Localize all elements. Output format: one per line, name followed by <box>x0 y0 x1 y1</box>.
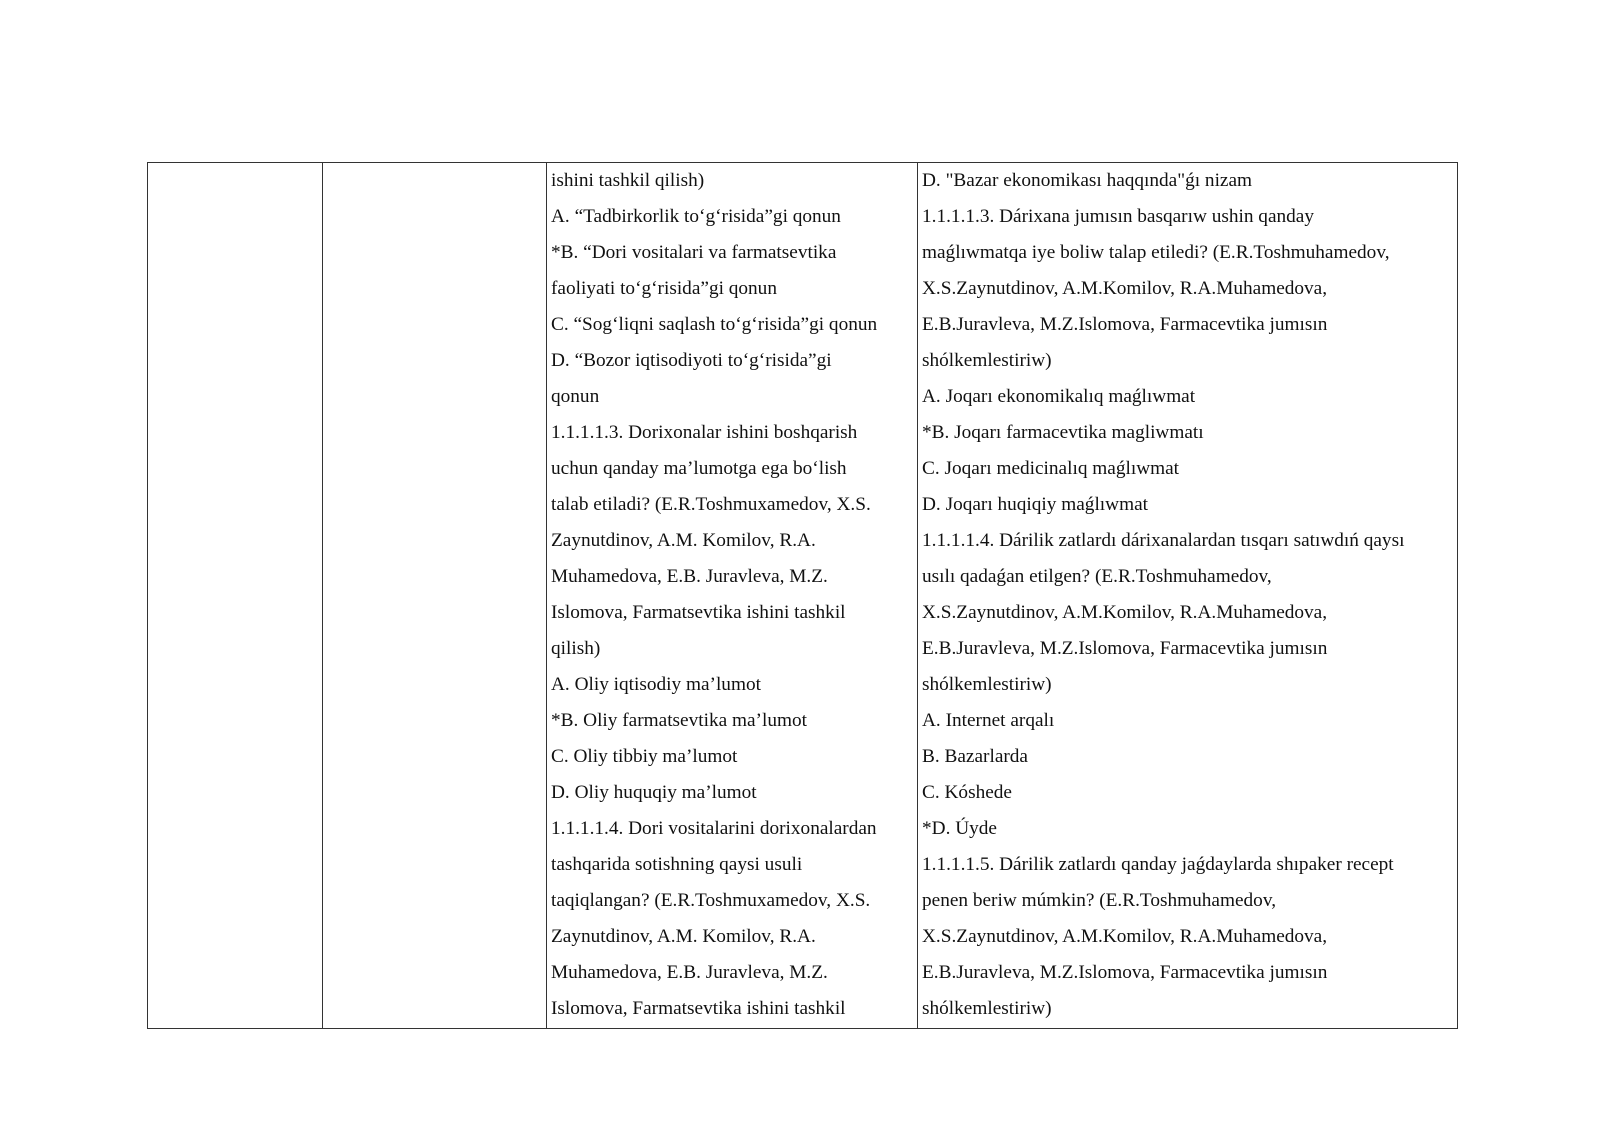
text-line: talab etiladi? (E.R.Toshmuxamedov, X.S. <box>551 494 871 515</box>
text-line: ishini tashkil qilish) <box>551 170 705 191</box>
text-line: *D. Úyde <box>922 818 997 839</box>
text-line: C. Joqarı medicinalıq maǵlıwmat <box>922 458 1180 479</box>
text-line: 1.1.1.1.4. Dárilik zatlardı dárixanalardan tısqarı satıwdıń qaysı <box>922 530 1405 551</box>
text-line: D. “Bozor iqtisodiyoti to‘g‘risida”gi <box>551 350 832 371</box>
text-line: Islomova, Farmatsevtika ishini tashkil <box>551 602 846 623</box>
cell-lines <box>918 163 1457 1027</box>
text-line: tashqarida sotishning qaysi usuli <box>551 854 803 875</box>
text-line: A. Oliy iqtisodiy ma’lumot <box>551 674 761 695</box>
table-cell-karakalpak-questions <box>918 163 1458 1029</box>
table-cell-empty-1 <box>148 163 323 1029</box>
text-line: E.B.Juravleva, M.Z.Islomova, Farmacevtika jumısın <box>922 962 1328 983</box>
text-line: maǵlıwmatqa iye boliw talap etiledi? (E.R.Toshmuhamedov, <box>922 242 1390 263</box>
text-line: X.S.Zaynutdinov, A.M.Komilov, R.A.Muhamedova, <box>922 602 1328 623</box>
text-line: C. Kóshede <box>922 782 1012 803</box>
text-line: *B. Joqarı farmacevtika magliwmatı <box>922 422 1204 443</box>
text-line: 1.1.1.1.4. Dori vositalarini dorixonalardan <box>551 818 877 839</box>
text-line: E.B.Juravleva, M.Z.Islomova, Farmacevtika jumısın <box>922 314 1328 335</box>
text-line: E.B.Juravleva, M.Z.Islomova, Farmacevtika jumısın <box>922 638 1328 659</box>
table-cell-uzbek-questions <box>547 163 918 1029</box>
cell-lines <box>547 163 917 1027</box>
text-line: Zaynutdinov, A.M. Komilov, R.A. <box>551 530 816 551</box>
text-line: C. “Sog‘liqni saqlash to‘g‘risida”gi qonun <box>551 314 878 335</box>
text-line: *B. Oliy farmatsevtika ma’lumot <box>551 710 807 731</box>
text-line: qilish) <box>551 638 601 659</box>
text-line: uchun qanday ma’lumotga ega bo‘lish <box>551 458 847 479</box>
text-line: D. "Bazar ekonomikası haqqında"ǵı nizam <box>922 170 1253 191</box>
text-line: B. Bazarlarda <box>922 746 1028 767</box>
text-line: X.S.Zaynutdinov, A.M.Komilov, R.A.Muhamedova, <box>922 926 1328 947</box>
text-line: A. Internet arqalı <box>922 710 1055 731</box>
table-cell-empty-2 <box>323 163 547 1029</box>
question-table <box>147 162 1458 1029</box>
text-line: X.S.Zaynutdinov, A.M.Komilov, R.A.Muhamedova, <box>922 278 1328 299</box>
text-line: shólkemlestiriw) <box>922 674 1052 695</box>
text-line: usılı qadaǵan etilgen? (E.R.Toshmuhamedov, <box>922 566 1272 587</box>
text-line: Muhamedova, E.B. Juravleva, M.Z. <box>551 962 828 983</box>
text-line: qonun <box>551 386 600 407</box>
text-line: shólkemlestiriw) <box>922 350 1052 371</box>
text-line: 1.1.1.1.3. Dorixonalar ishini boshqarish <box>551 422 858 443</box>
text-line: shólkemlestiriw) <box>922 998 1052 1019</box>
text-line: Zaynutdinov, A.M. Komilov, R.A. <box>551 926 816 947</box>
text-line: D. Joqarı huqiqiy maǵlıwmat <box>922 494 1148 515</box>
text-line: *B. “Dori vositalari va farmatsevtika <box>551 242 837 263</box>
text-line: C. Oliy tibbiy ma’lumot <box>551 746 738 767</box>
text-line: taqiqlangan? (E.R.Toshmuxamedov, X.S. <box>551 890 871 911</box>
text-line: penen beriw múmkin? (E.R.Toshmuhamedov, <box>922 890 1277 911</box>
text-line: D. Oliy huquqiy ma’lumot <box>551 782 757 803</box>
text-line: faoliyati to‘g‘risida”gi qonun <box>551 278 777 299</box>
table-row <box>148 163 1458 1029</box>
text-line: A. Joqarı ekonomikalıq maǵlıwmat <box>922 386 1196 407</box>
text-line: Muhamedova, E.B. Juravleva, M.Z. <box>551 566 828 587</box>
text-line: A. “Tadbirkorlik to‘g‘risida”gi qonun <box>551 206 841 227</box>
text-line: 1.1.1.1.5. Dárilik zatlardı qanday jaǵdaylarda shıpaker recept <box>922 854 1394 875</box>
text-line: 1.1.1.1.3. Dárixana jumısın basqarıw ushin qanday <box>922 206 1314 227</box>
text-line: Islomova, Farmatsevtika ishini tashkil <box>551 998 846 1019</box>
